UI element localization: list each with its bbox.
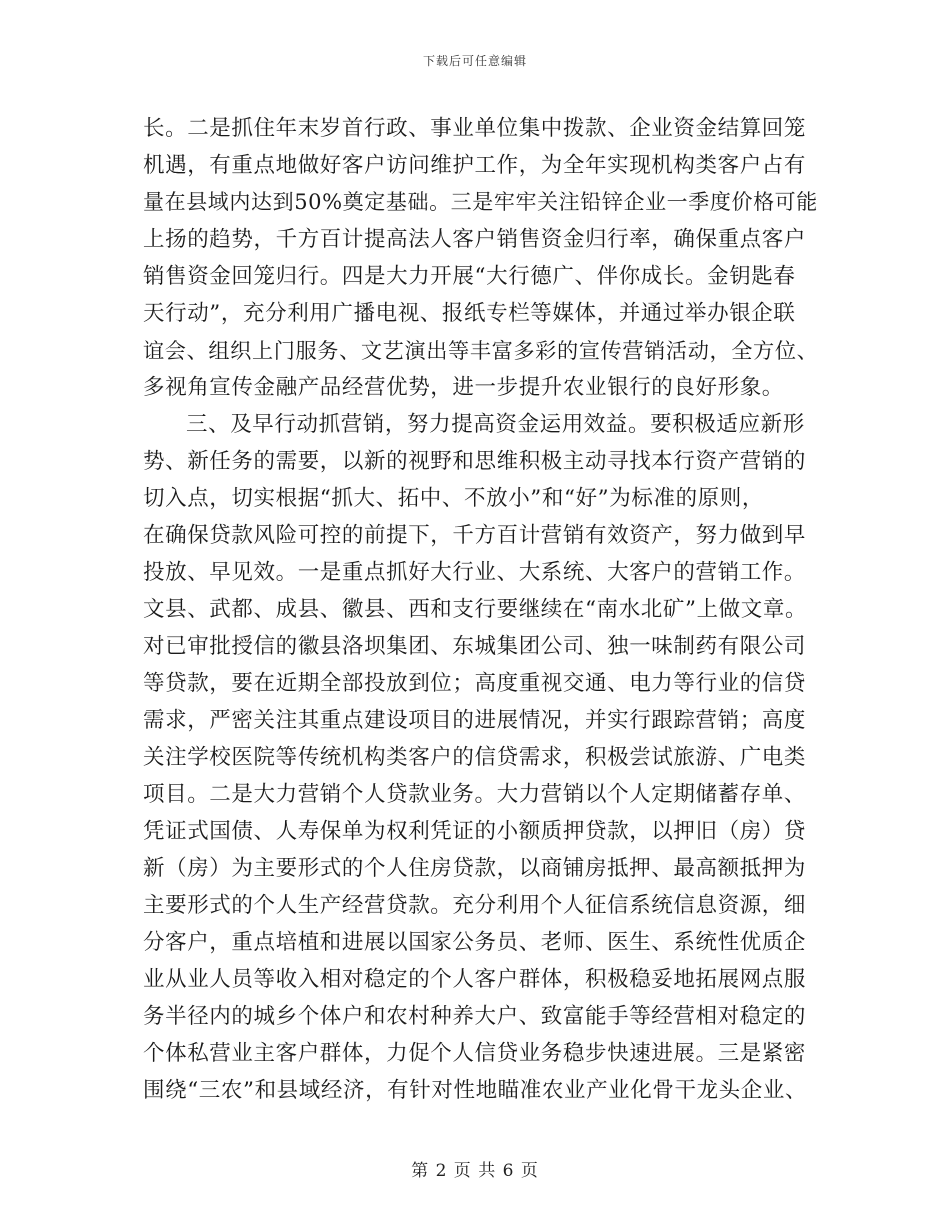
text-line: 销售资金回笼归行。四是大力开展“大行德广、伴你成长。金钥匙春	[143, 264, 796, 289]
text-line: 分客户，重点培植和进展以国家公务员、老师、医生、系统性优质企	[143, 930, 807, 955]
text-line: 凭证式国债、人寿保单为权利凭证的小额质押贷款，以押旧（房）贷	[143, 819, 807, 844]
text-line: 新（房）为主要形式的个人住房贷款，以商铺房抵押、最高额抵押为	[143, 856, 807, 881]
text-line: 机遇，有重点地做好客户访问维护工作，为全年实现机构类客户占有	[143, 153, 807, 178]
page-header: 下载后可任意编辑	[422, 54, 527, 68]
text-line: 投放、早见效。一是重点抓好大行业、大系统、大客户的营销工作。	[143, 560, 807, 585]
text-line: 在确保贷款风险可控的前提下，千方百计营销有效资产，努力做到早	[143, 523, 807, 548]
text-line: 谊会、组织上门服务、文艺演出等丰富多彩的宣传营销活动，全方位、	[143, 338, 819, 363]
text-line: 围绕“三农”和县域经济，有针对性地瞄准农业产业化骨干龙头企业、	[143, 1078, 808, 1103]
text-line: 文县、武都、成县、徽县、西和支行要继续在“南水北矿”上做文章。	[143, 597, 808, 622]
text-line: 务半径内的城乡个体户和农村种养大户、致富能手等经营相对稳定的	[143, 1004, 807, 1029]
text-line: 主要形式的个人生产经营贷款。充分利用个人征信系统信息资源，细	[143, 893, 807, 918]
text-line: 长。二是抓住年末岁首行政、事业单位集中拨款、企业资金结算回笼	[143, 116, 807, 141]
text-line: 切入点，切实根据“抓大、拓中、不放小”和“好”为标准的原则，	[143, 486, 764, 511]
page-number: 第 2 页 共 6 页	[411, 1161, 539, 1181]
text-line: 业从业人员等收入相对稳定的个人客户群体，积极稳妥地拓展网点服	[143, 967, 807, 992]
text-line: 对已审批授信的徽县洛坝集团、东城集团公司、独一味制药有限公司	[143, 634, 807, 659]
text-line: 上扬的趋势，千方百计提高法人客户销售资金归行率，确保重点客户	[143, 227, 807, 252]
body-text	[143, 110, 818, 1109]
text-line: 项目。二是大力营销个人贷款业务。大力营销以个人定期储蓄存单、	[143, 782, 807, 807]
text-line: 量在县域内达到50%奠定基础。三是牢牢关注铅锌企业一季度价格可能	[143, 190, 818, 214]
text-line: 关注学校医院等传统机构类客户的信贷需求，积极尝试旅游、广电类	[143, 745, 807, 770]
text-line: 多视角宣传金融产品经营优势，进一步提升农业银行的良好形象。	[143, 375, 784, 400]
text-line: 等贷款，要在近期全部投放到位；高度重视交通、电力等行业的信贷	[143, 671, 807, 696]
paragraph-start-line: 三、及早行动抓营销，努力提高资金运用效益。要积极适应新形	[186, 412, 805, 437]
text-line: 天行动”，充分利用广播电视、报纸专栏等媒体，并通过举办银企联	[143, 301, 796, 326]
text-line: 个体私营业主客户群体，力促个人信贷业务稳步快速进展。三是紧密	[143, 1041, 807, 1066]
text-line: 势、新任务的需要，以新的视野和思维积极主动寻找本行资产营销的	[143, 449, 807, 474]
text-line: 需求，严密关注其重点建设项目的进展情况，并实行跟踪营销；高度	[143, 708, 807, 733]
